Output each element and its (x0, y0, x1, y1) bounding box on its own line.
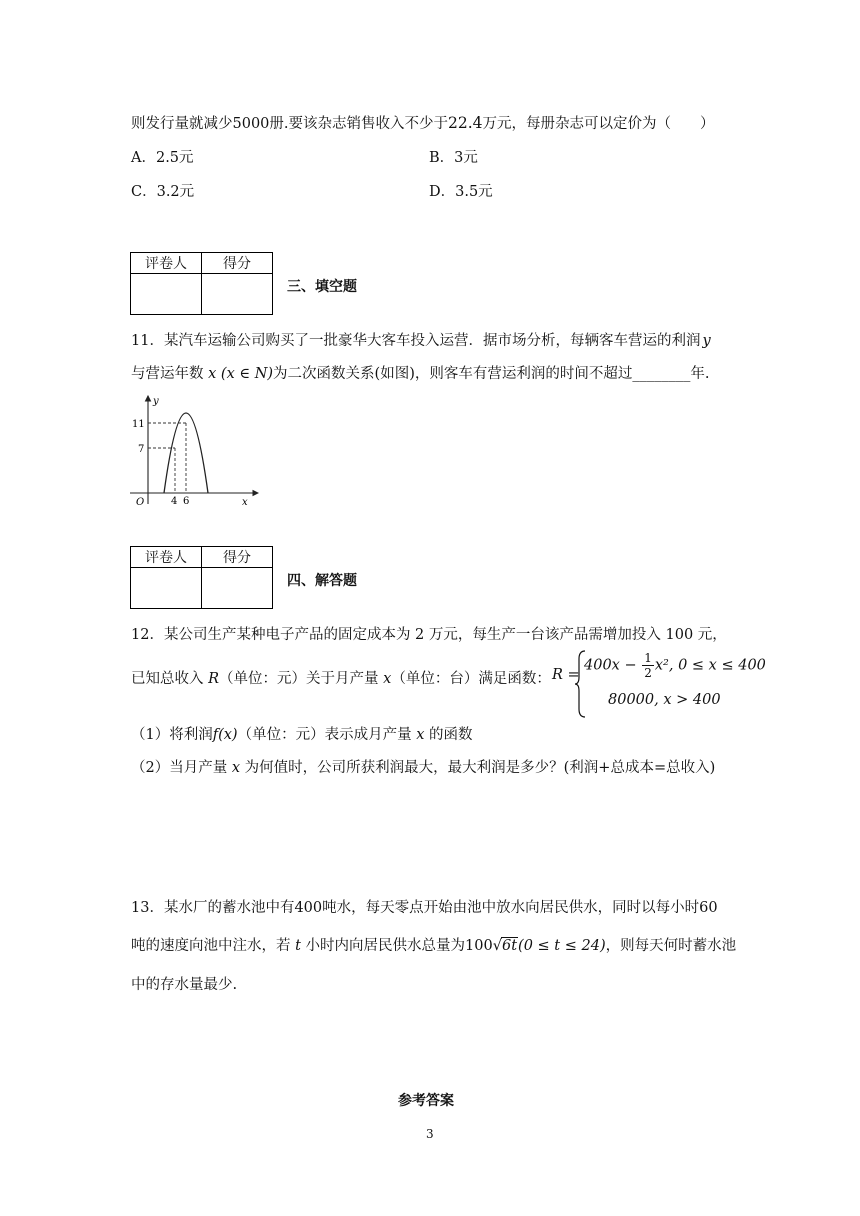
grader-header: 评卷人 (131, 253, 202, 274)
q13-expr-range: (0 ≤ t ≤ 24) (518, 938, 606, 954)
section-title-fill-in: 三、填空题 (287, 279, 357, 295)
q10-option-d: D．3.5元 (429, 184, 493, 200)
score-header: 得分 (202, 547, 273, 568)
y-axis-label: y (153, 396, 159, 407)
q13-expr-sqrt: 6t (501, 938, 518, 954)
q12-var-x: x (383, 671, 392, 687)
q13-line2-b: 小时内向居民供水总量为 (305, 938, 466, 954)
score-table-section3 (130, 252, 273, 315)
y-tick-7: 7 (138, 444, 145, 455)
answers-title: 参考答案 (398, 1093, 454, 1109)
q13-line3: 中的存水量最少. (131, 977, 238, 993)
q11-line1-text: 11．某汽车运输公司购买了一批豪华大客车投入运营．据市场分析，每辆客车营运的利润 (131, 333, 701, 349)
q12-var-R: R (208, 671, 220, 687)
q12-part2-b: 为何值时，公司所获利润最大，最大利润是多少？(利润+总成本=总收入) (244, 760, 716, 776)
grader-header: 评卷人 (131, 547, 202, 568)
q12-line2 (131, 667, 551, 688)
q12-part2-x: x (231, 760, 241, 776)
page-number: 3 (426, 1127, 434, 1141)
score-table-section4 (130, 546, 273, 609)
q13-expr-coef: 100 (465, 938, 493, 954)
q12-line1: 12．某公司生产某种电子产品的固定成本为 2 万元，每生产一台该产品需增加投入 100 元， (131, 627, 727, 643)
q12-func-lhs: R = (552, 667, 580, 683)
q12-func-f: f(x) (212, 727, 238, 743)
profit-graph (128, 392, 268, 512)
y-tick-11: 11 (132, 419, 145, 430)
q12-part1 (131, 723, 473, 744)
x-tick-6: 6 (183, 496, 190, 507)
x-tick-4: 4 (171, 496, 178, 507)
q12-part1-a: （1）将利润 (131, 727, 213, 743)
fraction-numerator: 1 (644, 651, 652, 665)
q11-var-x: x (208, 366, 217, 382)
q11-line1 (131, 329, 711, 350)
fraction-denominator: 2 (644, 666, 652, 680)
q11-line2-b: 为二次函数关系(如图)，则客车有营运利润的时间不超过________年. (273, 366, 710, 382)
x-axis-label: x (242, 497, 248, 508)
grader-cell (131, 568, 202, 609)
q13-line1: 13．某水厂的蓄水池中有400吨水，每天零点开始由池中放水向居民供水，同时以每小时60 (131, 900, 718, 916)
q11-condition: (x ∈ N) (220, 366, 274, 382)
grader-cell (131, 274, 202, 315)
q10-stem-b: 万元，每册杂志可以定价为（ ） (482, 116, 715, 132)
q12-line2-a: 已知总收入 (131, 671, 204, 687)
q12-case1 (584, 652, 766, 679)
score-cell (202, 568, 273, 609)
q10-option-a: A．2.5元 (131, 150, 194, 166)
q11-line2-a: 与营运年数 (131, 366, 204, 382)
q12-case1-a: 400x − (584, 657, 637, 674)
q12-fraction-half (642, 652, 654, 679)
q13-line2: 吨的速度向池中注水，若 t 小时内向居民供水总量为100√6t(0 ≤ t ≤ 24)，则每天何时蓄水池 (131, 938, 737, 954)
section-title-solve: 四、解答题 (287, 573, 357, 589)
q12-part1-c: 的函数 (429, 727, 473, 743)
q10-stem-num: 22.4 (448, 114, 483, 132)
q10-stem-a: 则发行量就减少5000册.要该杂志销售收入不少于 (131, 116, 449, 132)
q11-var-y: y (702, 333, 711, 349)
score-header: 得分 (202, 253, 273, 274)
origin-label: O (136, 497, 145, 508)
q10-option-b: B．3元 (429, 150, 478, 166)
q12-part2 (131, 756, 715, 777)
q12-line2-c: （单位：台）满足函数： (391, 671, 551, 687)
q12-line2-b: （单位：元）关于月产量 (219, 671, 379, 687)
q12-part2-a: （2）当月产量 (131, 760, 228, 776)
q12-part1-x: x (416, 727, 425, 743)
q12-case2: 80000, x > 400 (608, 692, 721, 708)
q10-stem (131, 112, 715, 133)
q13-line2-a: 吨的速度向池中注水，若 (131, 938, 291, 954)
q12-case1-b: x², 0 ≤ x ≤ 400 (654, 657, 766, 674)
q11-line2 (131, 362, 709, 383)
score-cell (202, 274, 273, 315)
q10-option-c: C．3.2元 (131, 184, 195, 200)
q13-var-t: t (295, 938, 301, 954)
q13-line2-c: ，则每天何时蓄水池 (605, 938, 737, 954)
q12-part1-b: （单位：元）表示成月产量 (237, 727, 412, 743)
